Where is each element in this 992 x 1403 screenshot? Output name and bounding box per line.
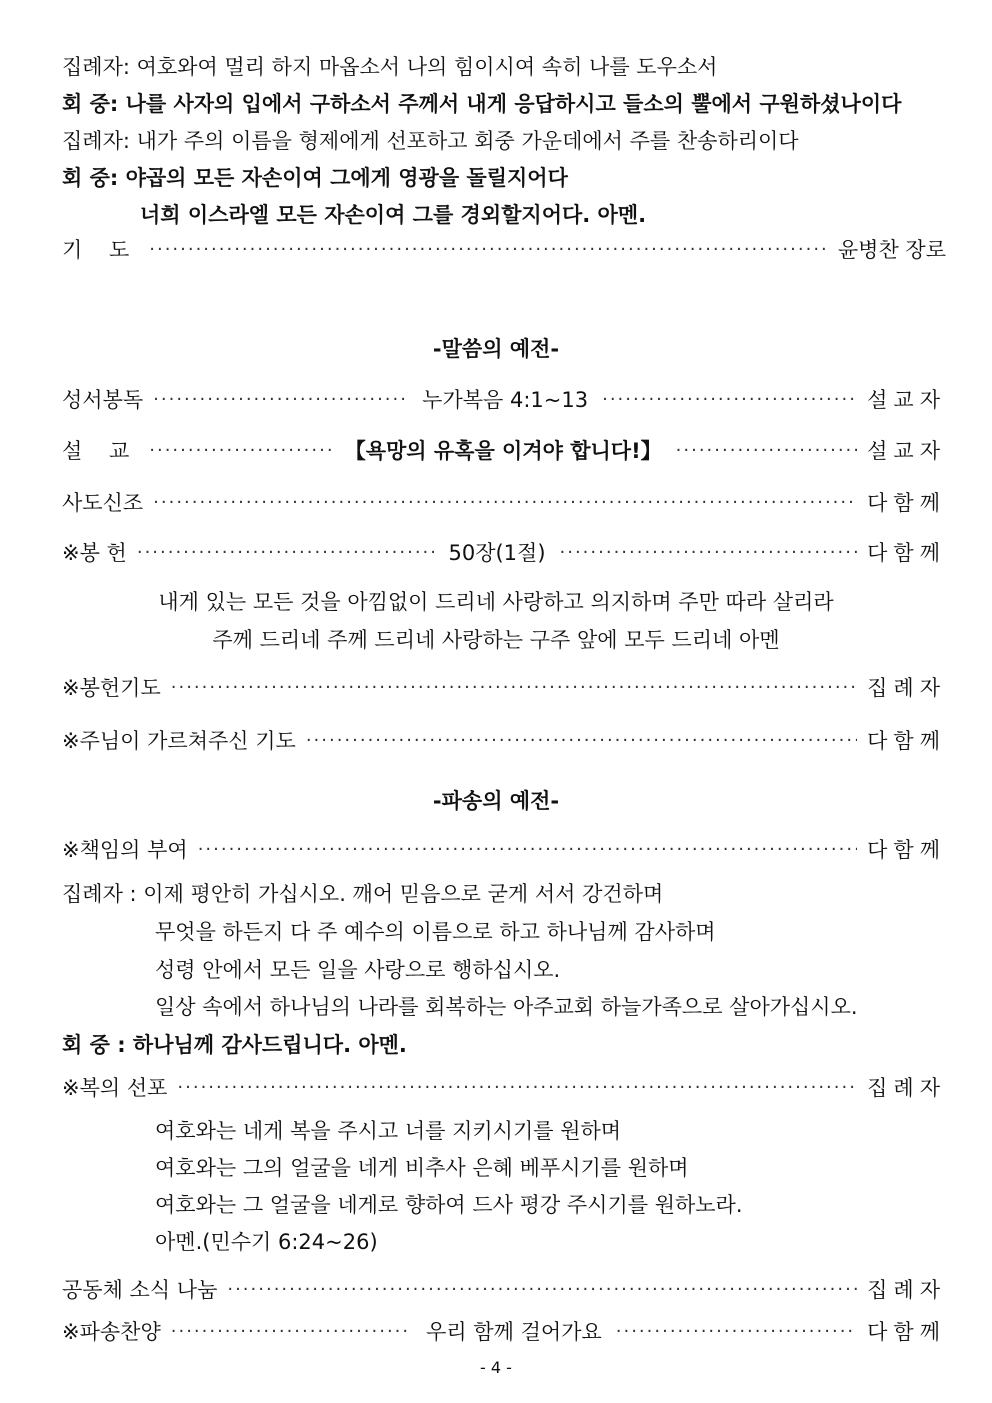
dot-leader: [149, 440, 330, 461]
lords-prayer-row: [62, 723, 946, 757]
lords-prayer-label: ※주님이 가르쳐주신 기도: [62, 729, 296, 753]
commission-leader: 다함께: [867, 838, 946, 862]
commission-label: ※책임의 부여: [62, 838, 188, 862]
news-row: [62, 1272, 946, 1306]
dot-leader: [153, 492, 857, 513]
dot-leader: [560, 542, 858, 563]
benediction-row: [62, 1070, 946, 1104]
blessing-line-3: 여호와는 그 얼굴을 네게로 향하여 드사 평강 주시기를 원하노라.: [155, 1193, 743, 1217]
hymn-lyric-line-2: 주께 드리네 주께 드리네 사랑하는 구주 앞에 모두 드리네 아멘: [212, 628, 780, 652]
leader-sending-line-3: 성령 안에서 모든 일을 사랑으로 행하십시오.: [155, 958, 561, 982]
sermon-leader: 설교자: [867, 439, 946, 463]
congregation-line-2: 회 중: 야곱의 모든 자손이여 그에게 영광을 돌릴지어다: [62, 166, 568, 190]
benediction-label: ※복의 선포: [62, 1076, 168, 1100]
closing-hymn-label: ※파송찬양: [62, 1320, 161, 1344]
offering-leader: 다함께: [867, 541, 946, 565]
prayer-leader: 윤병찬 장로: [837, 238, 946, 262]
page-number: - 4 -: [480, 1358, 512, 1377]
congregation-response: 회 중 : 하나님께 감사드립니다. 아멘.: [62, 1033, 407, 1057]
closing-hymn-leader: 다함께: [867, 1320, 946, 1344]
leader-sending-line-1: 집례자 : 이제 평안히 가십시오. 깨어 믿음으로 굳게 서서 강건하며: [62, 882, 664, 906]
sermon-label: 설 교: [62, 439, 140, 463]
blessing-line-1: 여호와는 네게 복을 주시고 너를 지키시기를 원하며: [155, 1119, 622, 1143]
commission-row: [62, 832, 946, 866]
blessing-line-4: 아멘.(민수기 6:24~26): [155, 1230, 378, 1254]
lords-prayer-leader: 다함께: [867, 729, 946, 753]
offering-prayer-label: ※봉헌기도: [62, 676, 161, 700]
dot-leader: [227, 1279, 857, 1300]
news-leader: 집례자: [867, 1278, 946, 1302]
leader-line-2: 집례자: 내가 주의 이름을 형제에게 선포하고 회중 가운데에서 주를 찬송하리이다: [62, 129, 799, 153]
dot-leader: [602, 389, 857, 410]
leader-sending-line-2: 무엇을 하든지 다 주 예수의 이름으로 하고 하나님께 감사하며: [155, 920, 716, 944]
word-section-title: -말씀의 예전-: [432, 337, 560, 361]
dot-leader: [177, 1077, 857, 1098]
dot-leader: [137, 542, 435, 563]
dot-leader: [616, 1321, 857, 1342]
offering-hymn: 50장(1절): [448, 541, 546, 565]
offering-label: ※봉 헌: [62, 541, 127, 565]
news-label: 공동체 소식 나눔: [62, 1278, 218, 1302]
creed-row: [62, 485, 946, 519]
prayer-row: [62, 232, 946, 266]
leader-line-1: 집례자: 여호와여 멀리 하지 마옵소서 나의 힘이시여 속히 나를 도우소서: [62, 55, 718, 79]
congregation-line-1: 회 중: 나를 사자의 입에서 구하소서 주께서 내게 응답하시고 들소의 뿔에서 구원하셨나이다: [62, 92, 902, 116]
reading-row: [62, 382, 946, 416]
offering-prayer-row: [62, 670, 946, 704]
dot-leader: [171, 677, 857, 698]
sermon-title: 【욕망의 유혹을 이겨야 합니다!】: [344, 439, 662, 463]
dot-leader: [676, 440, 857, 461]
congregation-line-3: 너희 이스라엘 모든 자손이여 그를 경외할지어다. 아멘.: [140, 203, 647, 227]
dot-leader: [149, 239, 828, 260]
benediction-leader: 집례자: [867, 1076, 946, 1100]
dot-leader: [171, 1321, 412, 1342]
reading-leader: 설교자: [867, 388, 946, 412]
blessing-line-2: 여호와는 그의 얼굴을 네게 비추사 은혜 베푸시기를 원하며: [155, 1156, 689, 1180]
sermon-row: [62, 433, 946, 467]
creed-label: 사도신조: [62, 491, 144, 515]
offering-row: [62, 535, 946, 569]
dot-leader: [153, 389, 408, 410]
reading-passage: 누가복음 4:1~13: [422, 388, 589, 412]
creed-leader: 다함께: [867, 491, 946, 515]
dot-leader: [198, 839, 857, 860]
sending-section-title: -파송의 예전-: [432, 789, 560, 813]
closing-hymn-title: 우리 함께 걸어가요: [426, 1320, 602, 1344]
hymn-lyric-line-1: 내게 있는 모든 것을 아낌없이 드리네 사랑하고 의지하며 주만 따라 살리라: [158, 590, 834, 614]
dot-leader: [306, 730, 857, 751]
offering-prayer-leader: 집례자: [867, 676, 946, 700]
reading-label: 성서봉독: [62, 388, 144, 412]
leader-sending-line-4: 일상 속에서 하나님의 나라를 회복하는 아주교회 하늘가족으로 살아가십시오.: [155, 995, 858, 1019]
prayer-label: 기 도: [62, 238, 140, 262]
closing-hymn-row: [62, 1314, 946, 1348]
